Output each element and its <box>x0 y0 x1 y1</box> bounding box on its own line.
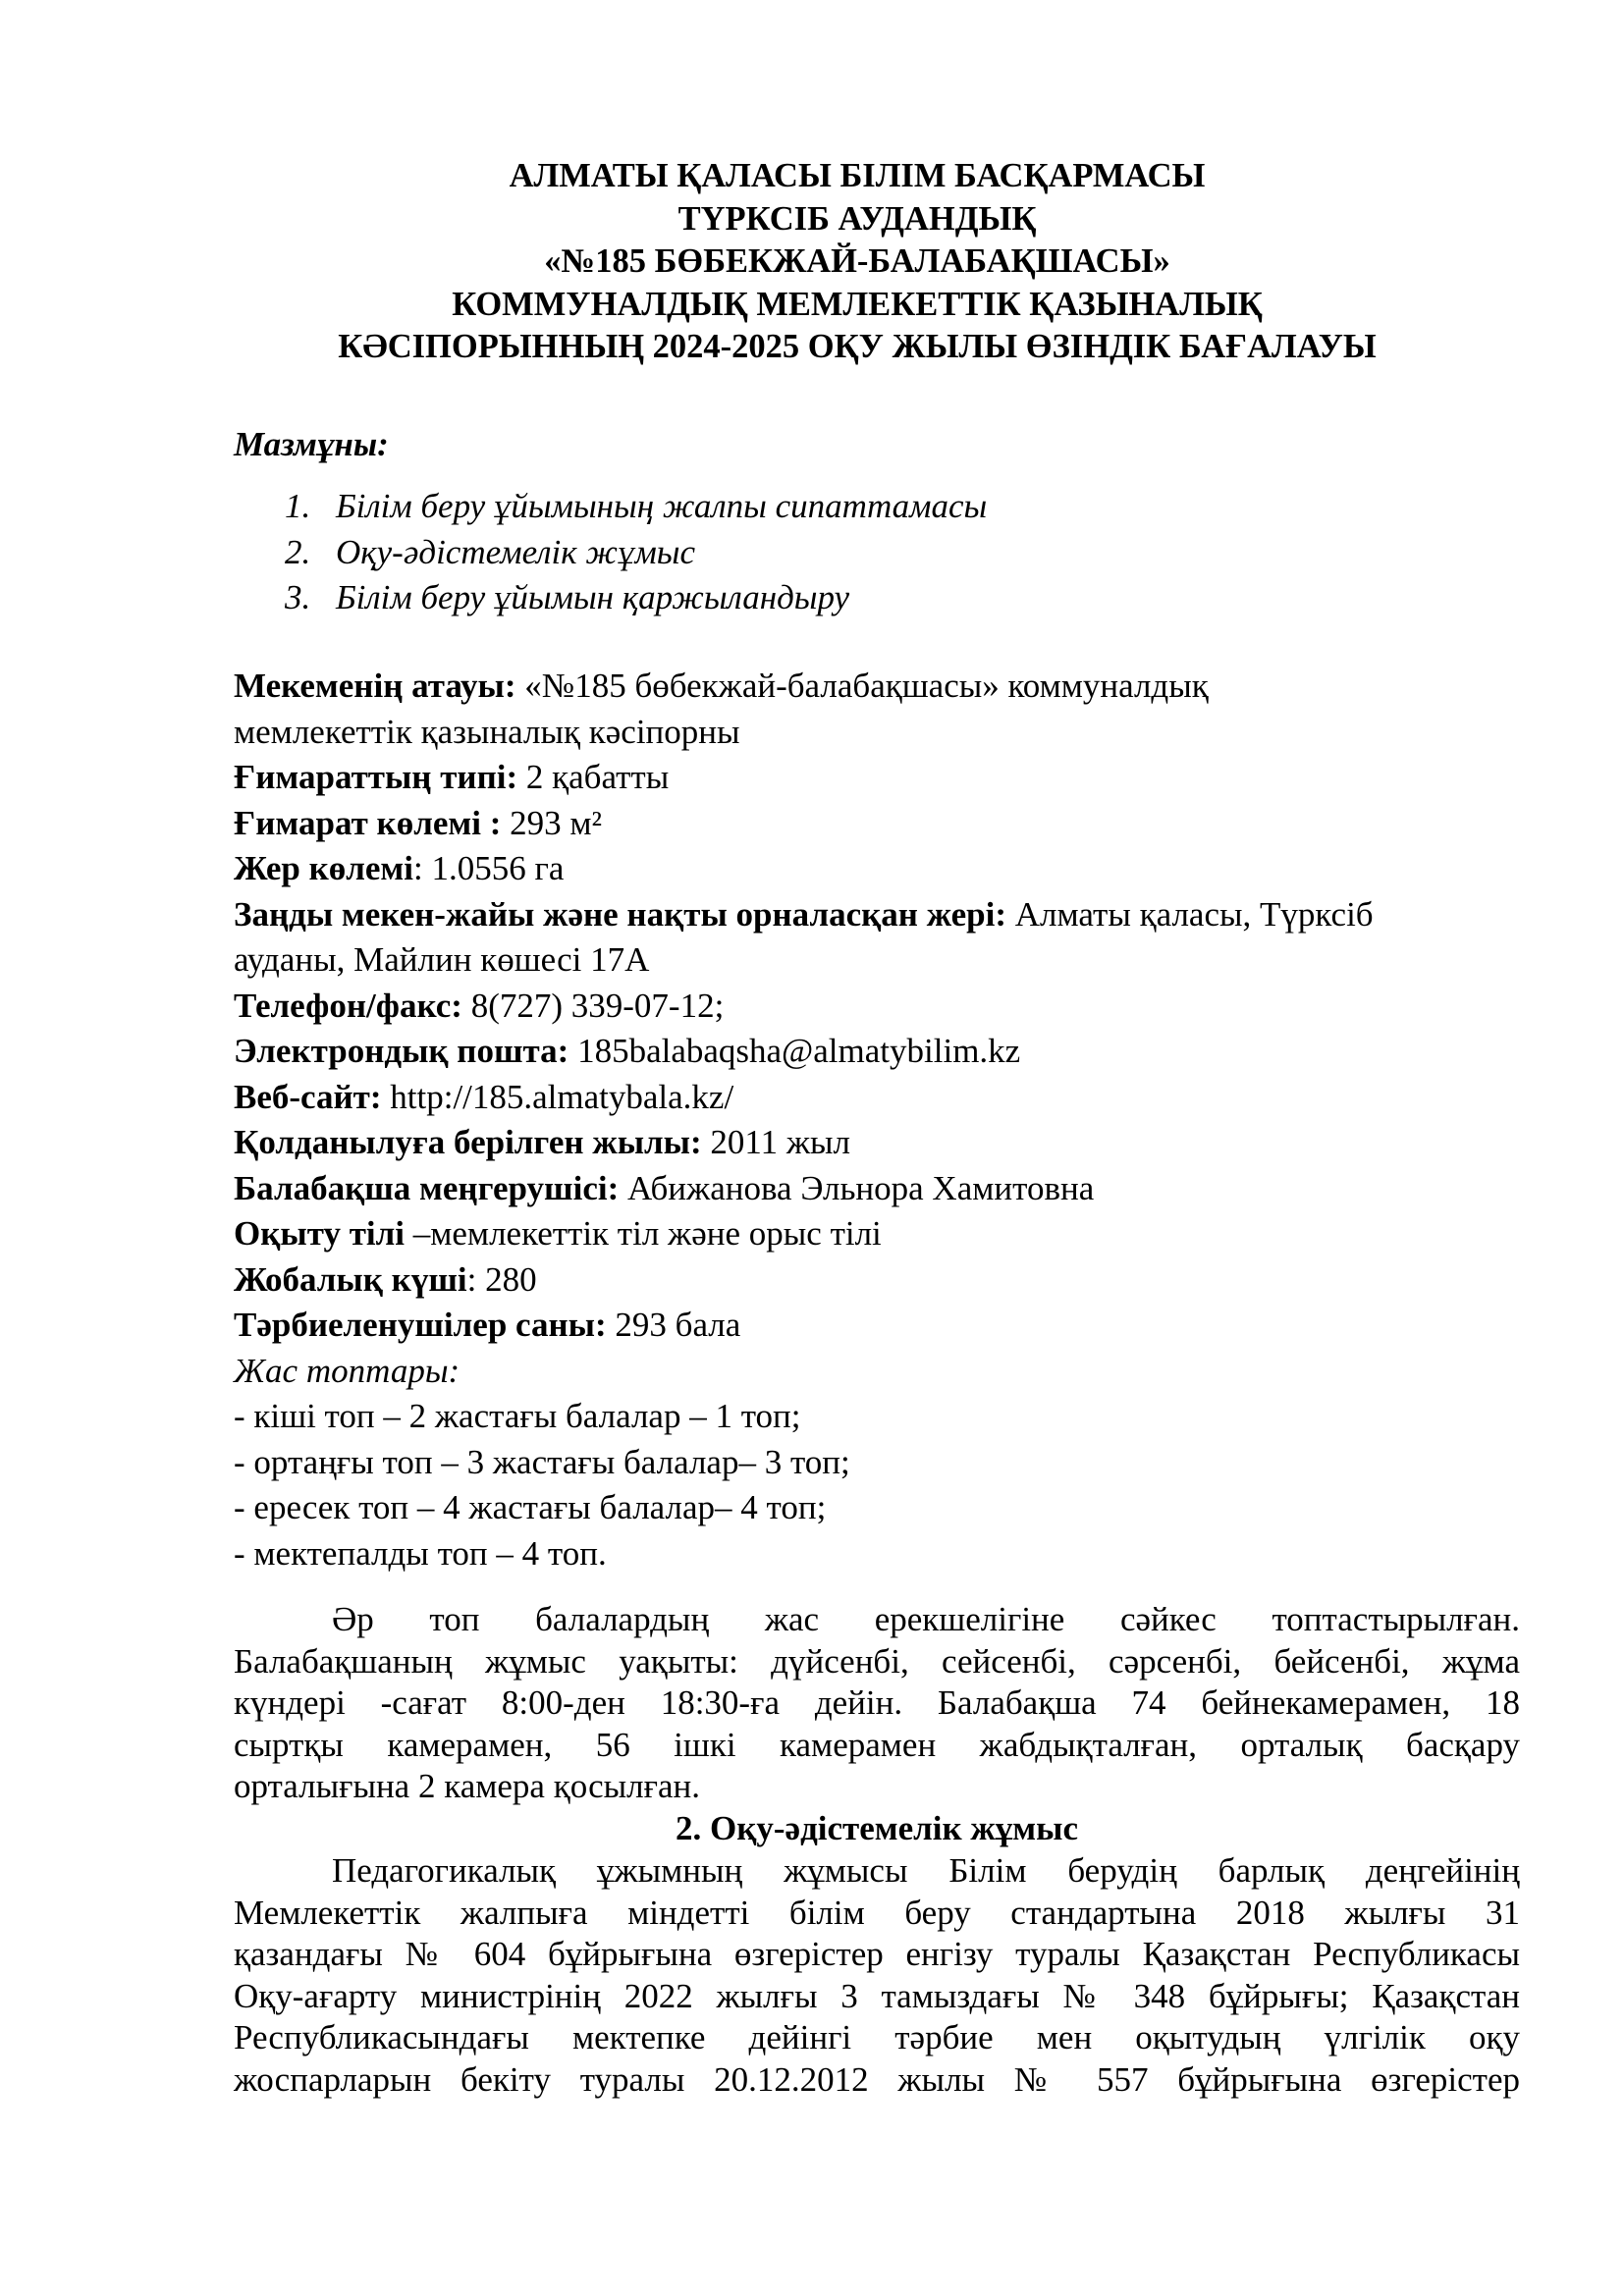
info-phone: Телефон/факс: 8(727) 339-07-12; <box>234 986 725 1025</box>
info-age-groups-title: Жас топтары: <box>234 1351 460 1390</box>
paragraph-line: Балабақшаның жұмыс уақыты: дүйсенбі, сейсенбі, сәрсенбі, бейсенбі, жұма <box>234 1641 1520 1681</box>
info-website: Веб-сайт: http://185.almatybala.kz/ <box>234 1077 734 1116</box>
toc-title: Мазмұны: <box>234 425 389 463</box>
paragraph-general <box>234 1599 1520 1808</box>
paragraph-line: Республикасындағы мектепке дейінгі тәрбие мен оқытудың үлгілік оқу <box>234 2018 1520 2056</box>
info-building-area: Ғимарат көлемі : 293 м² <box>234 803 602 842</box>
info-email: Электрондық пошта: 185balabaqsha@almatybilim.kz <box>234 1032 1021 1070</box>
paragraph-line: күндері -сағат 8:00-ден 18:30-ға дейін. Балабақша 74 бейнекамерамен, 18 <box>234 1683 1520 1722</box>
paragraph-line: қазандағы № 604 бұйрығына өзгерістер енгізу туралы Қазақстан Республикасы <box>234 1935 1520 1973</box>
header-line-3: «№185 БӨБЕКЖАЙ-БАЛАБАҚШАСЫ» <box>544 242 1170 280</box>
info-land-area: Жер көлемі: 1.0556 га <box>234 849 565 887</box>
toc-item: 1. Білім беру ұйымының жалпы сипаттамасы <box>285 487 988 525</box>
info-address-cont: ауданы, Майлин көшесі 17А <box>234 940 650 979</box>
toc-item: 3. Білім беру ұйымын қаржыландыру <box>285 578 850 616</box>
header-line-5: КӘСІПОРЫННЫҢ 2024-2025 ОҚУ ЖЫЛЫ ӨЗІНДІК БАҒАЛАУЫ <box>338 328 1377 365</box>
paragraph-line: Педагогикалық ұжымның жұмысы Білім берудің барлық деңгейінің <box>332 1851 1520 1890</box>
info-year: Қолданылуға берілген жылы: 2011 жыл <box>234 1123 851 1161</box>
organization-info <box>234 664 1520 1576</box>
info-head: Балабақша меңгерушісі: Абижанова Эльнора Хамитовна <box>234 1168 1095 1207</box>
age-group-item: - кіші топ – 2 жастағы балалар – 1 топ; <box>234 1397 801 1435</box>
info-capacity: Жобалық күші: 280 <box>234 1259 537 1299</box>
header-line-4: КОММУНАЛДЫҚ МЕМЛЕКЕТТІК ҚАЗЫНАЛЫҚ <box>452 285 1263 323</box>
info-pupils: Тәрбиеленушілер саны: 293 бала <box>234 1306 741 1344</box>
document-header <box>234 155 1481 369</box>
age-group-item: - ересек топ – 4 жастағы балалар– 4 топ; <box>234 1488 827 1526</box>
age-group-item: - ортаңғы топ – 3 жастағы балалар– 3 топ; <box>234 1442 850 1481</box>
paragraph-section-2 <box>234 1850 1520 2101</box>
info-building-type: Ғимараттың типі: 2 қабатты <box>234 758 670 796</box>
paragraph-line: Оқу-ағарту министрінің 2022 жылғы 3 тамыздағы № 348 бұйрығы; Қазақстан <box>234 1976 1520 2015</box>
paragraph-line: орталығына 2 камера қосылған. <box>234 1767 700 1805</box>
table-of-contents <box>285 484 1365 621</box>
paragraph-line: сыртқы камерамен, 56 ішкі камерамен жабдықталған, орталық басқару <box>234 1725 1520 1764</box>
header-line-2: ТҮРКСІБ АУДАНДЫҚ <box>677 199 1037 238</box>
info-language: Оқыту тілі –мемлекеттік тіл және орыс тілі <box>234 1214 882 1253</box>
toc-item: 2. Оқу-әдістемелік жұмыс <box>285 532 696 571</box>
info-address: Заңды мекен-жайы және нақты орналасқан жері: Алматы қаласы, Түрксіб <box>234 894 1374 934</box>
paragraph-line: Әр топ балалардың жас ерекшелігіне сәйкес топтастырылған. <box>332 1600 1520 1638</box>
info-name: Мекеменің атауы: «№185 бөбекжай-балабақшасы» коммуналдық <box>234 667 1209 705</box>
info-name-cont: мемлекеттік қазыналық кәсіпорны <box>234 712 740 751</box>
paragraph-line: жоспарларын бекіту туралы 20.12.2012 жылы № 557 бұйрығына өзгерістер <box>234 2059 1520 2099</box>
age-group-item: - мектепалды топ – 4 топ. <box>234 1533 607 1573</box>
header-line-1: АЛМАТЫ ҚАЛАСЫ БІЛІМ БАСҚАРМАСЫ <box>509 157 1206 194</box>
section-2-title: 2. Оқу-әдістемелік жұмыс <box>675 1809 1078 1847</box>
paragraph-line: Мемлекеттік жалпыға міндетті білім беру стандартына 2018 жылғы 31 <box>234 1893 1520 1932</box>
